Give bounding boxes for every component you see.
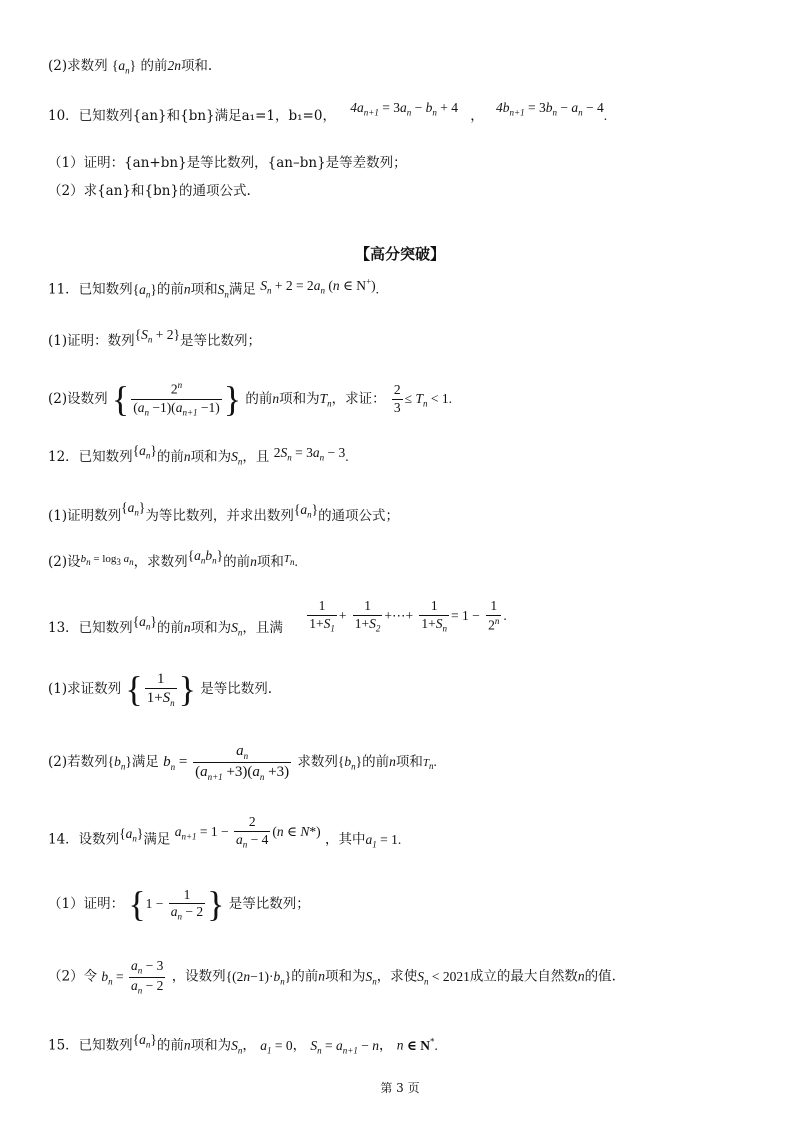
q11-part2: (2)设数列 { $\frac{2^n}{(a_n -1)(a_{n+1} -1)}$ } 的前n项和为$T_n$，求证： $\frac{2}{3}$ ≤ $T_n < 1$.	[48, 379, 452, 419]
math-fraction: $\frac{1}{1+S_n}$	[146, 670, 175, 709]
math-recurrence-a: $4a_{n+1} = 3a_n - b_n + 4$	[350, 100, 458, 118]
q13-part1: (1)求证数列 { $\frac{1}{1+S_n}$ } 是等比数列.	[48, 669, 273, 709]
math-fraction: $\frac{2}{3}$	[393, 382, 401, 416]
q10-intro: 10．已知数列{an}和{bn}满足a₁=1，b₁=0， $4a_{n+1} = 3a_n - b_n + 4$ ， $4b_{n+1} = 3b_n - a_n - 4$.	[48, 100, 608, 124]
q12-intro: 12．已知数列$\{a_n\}$的前n项和为$S_n$，且 $2S_n = 3a_n - 3$.	[48, 443, 349, 467]
q10-part2: （2）求{an}和{bn}的通项公式.	[48, 183, 251, 199]
q14-part1: （1）证明： {1 − $\frac{1}{a_n - 2}$ } 是等比数列；	[48, 884, 310, 924]
page-number: 第 3 页	[380, 1081, 420, 1095]
q9-part2: (2)求数列 $\{a_n\}$ 的前2n项和.	[48, 58, 213, 76]
q13-intro: 13．已知数列$\{a_n\}$的前n项和为$S_n$，且满 $\frac{1}{1+S_1}$ + $\frac{1}{1+S_2}$ +⋯+ $\frac{1}{1+S_n}$ = 1 − $\frac{1}{2^n}$ .	[48, 598, 507, 638]
q14-intro: 14．设数列$\{a_n\}$满足 $a_{n+1} = 1$ − $\frac{2}{a_n - 4}$ (n ∈ N*) ，其中$a_1 = 1$.	[48, 814, 402, 850]
math-expr: 1 − $\frac{1}{a_n - 2}$	[145, 886, 204, 923]
math-recurrence-b: $4b_{n+1} = 3b_n - a_n - 4$	[496, 100, 604, 118]
math-bn-def: $b_n$ = $\frac{a_n}{(a_{n+1} +3)(a_n +3)}$	[163, 743, 290, 783]
q15-intro: 15．已知数列$\{a_n\}$的前n项和为$S_n$， $a_1 = 0$， $S_n = a_{n+1} - n$， n ∈ N*.	[48, 1031, 438, 1056]
math-bn-def: $b_n$ = $\frac{a_n - 3}{a_n - 2}$	[101, 958, 164, 996]
q14-part2: （2）令 $b_n$ = $\frac{a_n - 3}{a_n - 2}$ ，设数列$\{(2n-1)\cdot b_n\}$的前n项和为$S_n$，求使$S_n < 2021$成立的最大自然数n的值.	[48, 958, 616, 996]
q10-part1: （1）证明：{an+bn}是等比数列，{an–bn}是等差数列；	[48, 155, 407, 171]
math-sn-relation: $2S_n = 3a_n - 3$	[273, 445, 346, 463]
math-fraction: $\frac{2^n}{(a_n -1)(a_{n+1} -1)}$	[133, 380, 220, 418]
q12-part2: (2)设$^{b_n = log_3 a_n}$，求数列$\{a_nb_n\}$的前n项和$^{T_n}$.	[48, 548, 298, 570]
section-heading: 【高分突破】	[354, 245, 445, 263]
math-seq-an: $\{a_n\}$	[111, 58, 137, 76]
q11-part1: (1)证明：数列$\{S_n + 2\}$是等比数列；	[48, 327, 261, 349]
math-recurrence: $a_{n+1} = 1$ − $\frac{2}{a_n - 4}$ (n ∈ N*)	[174, 814, 321, 850]
q11-intro: 11．已知数列$\{a_n\}$的前n项和$S_n$满足 $S_n + 2 = 2a_n$ (n ∈ N+).	[48, 276, 380, 300]
math-sn-relation: $S_n + 2 = 2a_n$ (n ∈ N+)	[260, 276, 376, 296]
q12-part1: (1)证明数列$\{a_n\}$为等比数列，并求出数列$\{a_n\}$的通项公式；	[48, 500, 400, 524]
math-sum-equation: $\frac{1}{1+S_1}$ + $\frac{1}{1+S_2}$ +⋯+ $\frac{1}{1+S_n}$ = 1 − $\frac{1}{2^n}$ .	[309, 598, 507, 634]
q13-part2: (2)若数列$\{b_n\}$满足 $b_n$ = $\frac{a_n}{(a_{n+1} +3)(a_n +3)}$ 求数列$\{b_n\}$的前n项和$T_n$.	[48, 743, 437, 783]
